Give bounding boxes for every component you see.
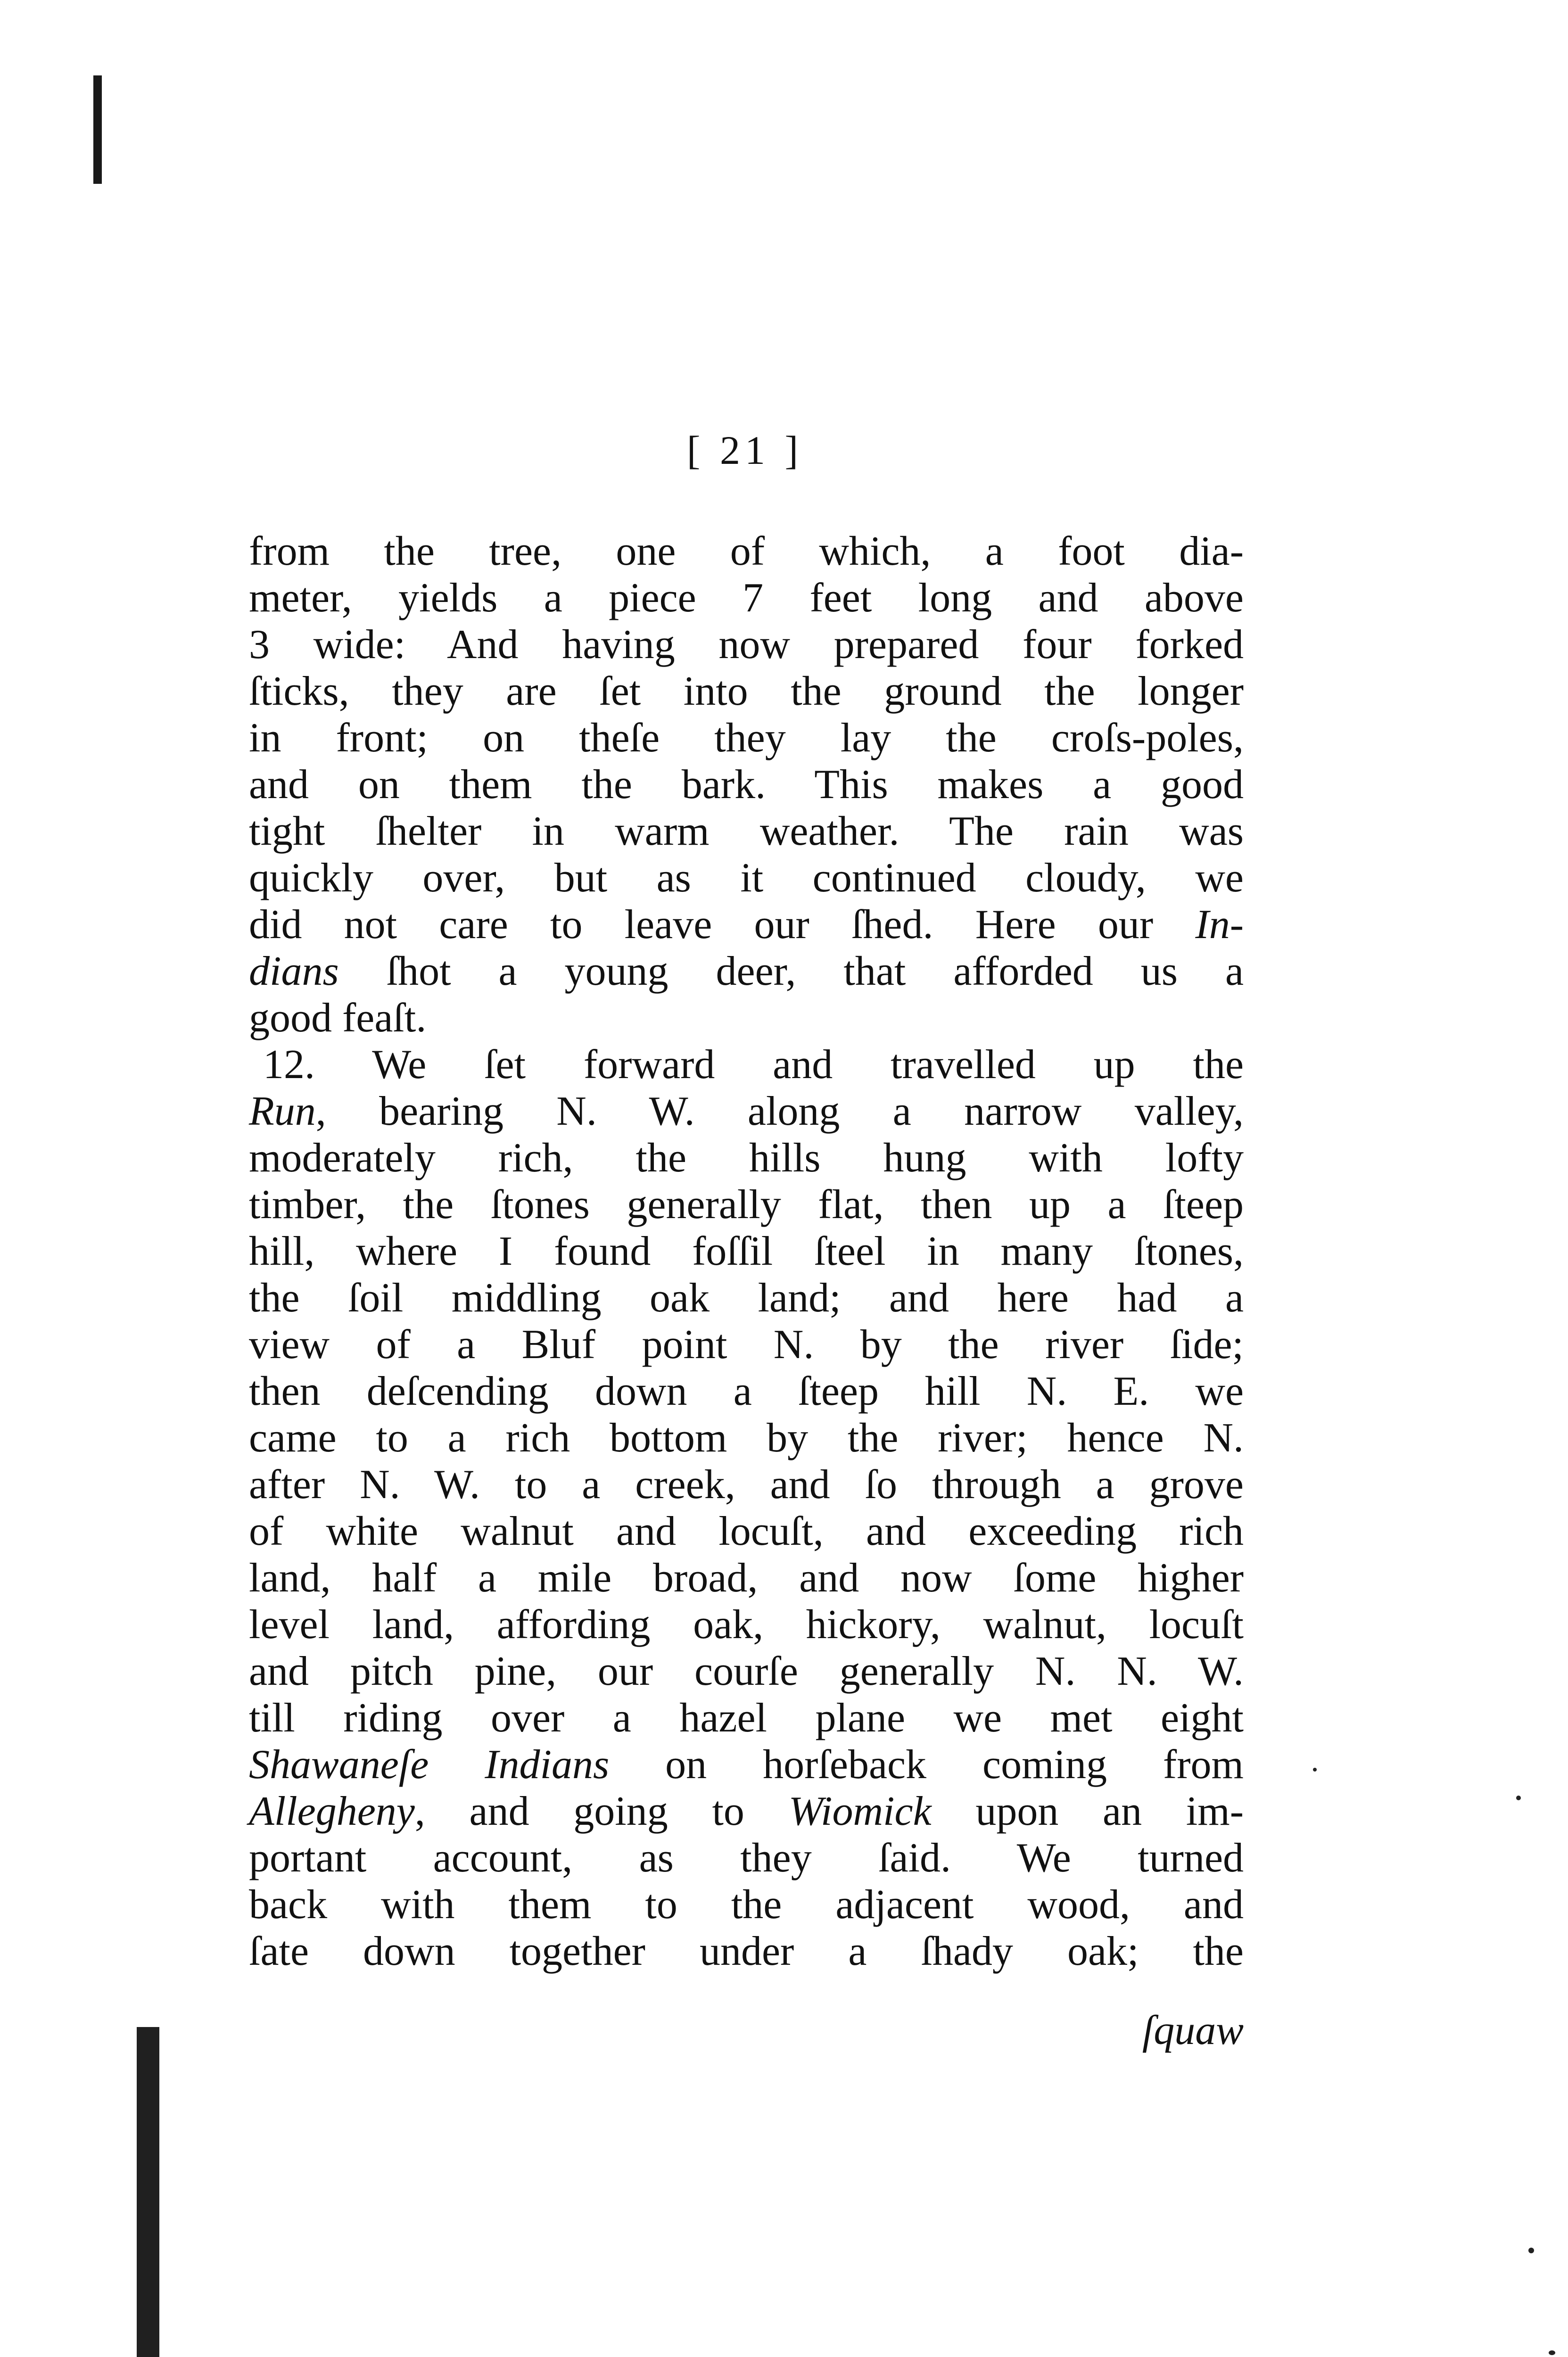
text-segment: from the tree, one of which, a foot dia- xyxy=(249,528,1244,574)
text-segment: portant account, as they ſaid. We turned xyxy=(249,1835,1244,1881)
text-line xyxy=(249,1881,1244,1928)
text-line xyxy=(249,575,1244,621)
text-line xyxy=(249,1648,1244,1695)
body-text xyxy=(249,528,1244,1975)
scan-edge-mark-top xyxy=(93,75,102,184)
text-segment: quickly over, but as it continued cloudy, we xyxy=(249,855,1244,901)
text-segment: the ſoil middling oak land; and here had a xyxy=(249,1275,1244,1321)
text-segment: did not care to leave our ſhed. Here our xyxy=(249,902,1196,948)
text-line xyxy=(249,1695,1244,1741)
text-line xyxy=(249,995,1244,1041)
catchword: ſquaw xyxy=(1142,2008,1244,2053)
text-line xyxy=(249,1555,1244,1601)
text-line xyxy=(249,1928,1244,1975)
text-segment: view of a Bluf point N. by the river ſide; xyxy=(249,1322,1244,1368)
text-line xyxy=(249,1368,1244,1415)
text-segment: till riding over a hazel plane we met eight xyxy=(249,1695,1244,1741)
text-line xyxy=(249,761,1244,808)
text-segment: , bearing N. W. along a narrow valley, xyxy=(315,1088,1244,1134)
scan-speck xyxy=(1313,1768,1317,1772)
text-line xyxy=(249,1088,1244,1135)
text-line xyxy=(249,1321,1244,1368)
text-line xyxy=(249,1601,1244,1648)
page-number: [ 21 ] xyxy=(686,428,803,473)
text-segment: 12. We ſet forward and travelled up the xyxy=(263,1042,1244,1088)
text-segment: and pitch pine, our courſe generally N. N. W. xyxy=(249,1648,1244,1694)
text-line xyxy=(249,808,1244,855)
italic-text: dians xyxy=(249,948,339,994)
text-line xyxy=(249,1135,1244,1181)
text-line xyxy=(249,1228,1244,1275)
italic-text: Run xyxy=(249,1088,316,1134)
text-segment: hill, where I found foſſil ſteel in many ſtones, xyxy=(249,1228,1244,1274)
text-segment: land, half a mile broad, and now ſome higher xyxy=(249,1555,1244,1601)
scan-speck xyxy=(1528,2248,1534,2253)
italic-text: Shawaneſe Indians xyxy=(249,1742,610,1788)
italic-text: In- xyxy=(1195,902,1244,948)
text-segment: level land, affording oak, hickory, walnut, locuſt xyxy=(249,1602,1244,1648)
text-segment: moderately rich, the hills hung with lofty xyxy=(249,1135,1244,1181)
scan-speck xyxy=(1549,2350,1555,2355)
text-segment: upon an im- xyxy=(931,1788,1244,1834)
text-segment: ſhot a young deer, that afforded us a xyxy=(338,948,1244,994)
text-line xyxy=(249,668,1244,715)
text-segment: ſticks, they are ſet into the ground the longer xyxy=(249,668,1244,714)
text-segment: after N. W. to a creek, and ſo through a grove xyxy=(249,1462,1244,1508)
text-line xyxy=(249,1415,1244,1461)
text-line xyxy=(249,1508,1244,1555)
text-segment: tight ſhelter in warm weather. The rain was xyxy=(249,808,1244,854)
text-segment: timber, the ſtones generally flat, then up a ſteep xyxy=(249,1182,1244,1228)
text-line xyxy=(249,1041,1244,1088)
text-line xyxy=(249,1461,1244,1508)
text-segment: 3 wide: And having now prepared four forked xyxy=(249,622,1244,668)
text-line xyxy=(249,1741,1244,1788)
text-line xyxy=(249,948,1244,995)
text-segment: , and going to xyxy=(414,1788,789,1834)
scan-edge-mark-bottom xyxy=(137,2027,159,2357)
text-segment: in front; on theſe they lay the croſs-poles, xyxy=(249,715,1244,761)
text-line xyxy=(249,1275,1244,1321)
italic-text: Allegheny xyxy=(249,1788,415,1834)
text-segment: good feaſt. xyxy=(249,995,427,1041)
text-segment: back with them to the adjacent wood, and xyxy=(249,1882,1244,1928)
text-segment: on horſeback coming from xyxy=(609,1742,1244,1788)
text-line xyxy=(249,1835,1244,1881)
text-segment: came to a rich bottom by the river; hence N. xyxy=(249,1415,1244,1461)
italic-text: Wiomick xyxy=(788,1788,932,1834)
scan-speck xyxy=(1516,1796,1521,1800)
text-segment: then deſcending down a ſteep hill N. E. we xyxy=(249,1368,1244,1414)
text-line xyxy=(249,621,1244,668)
text-segment: of white walnut and locuſt, and exceeding rich xyxy=(249,1508,1244,1554)
text-line xyxy=(249,1788,1244,1835)
text-line xyxy=(249,855,1244,901)
text-segment: ſate down together under a ſhady oak; the xyxy=(249,1928,1244,1974)
text-segment: and on them the bark. This makes a good xyxy=(249,762,1244,808)
text-line xyxy=(249,1181,1244,1228)
text-line xyxy=(249,715,1244,761)
text-line xyxy=(249,901,1244,948)
text-line xyxy=(249,528,1244,575)
text-segment: meter, yields a piece 7 feet long and above xyxy=(249,575,1244,621)
